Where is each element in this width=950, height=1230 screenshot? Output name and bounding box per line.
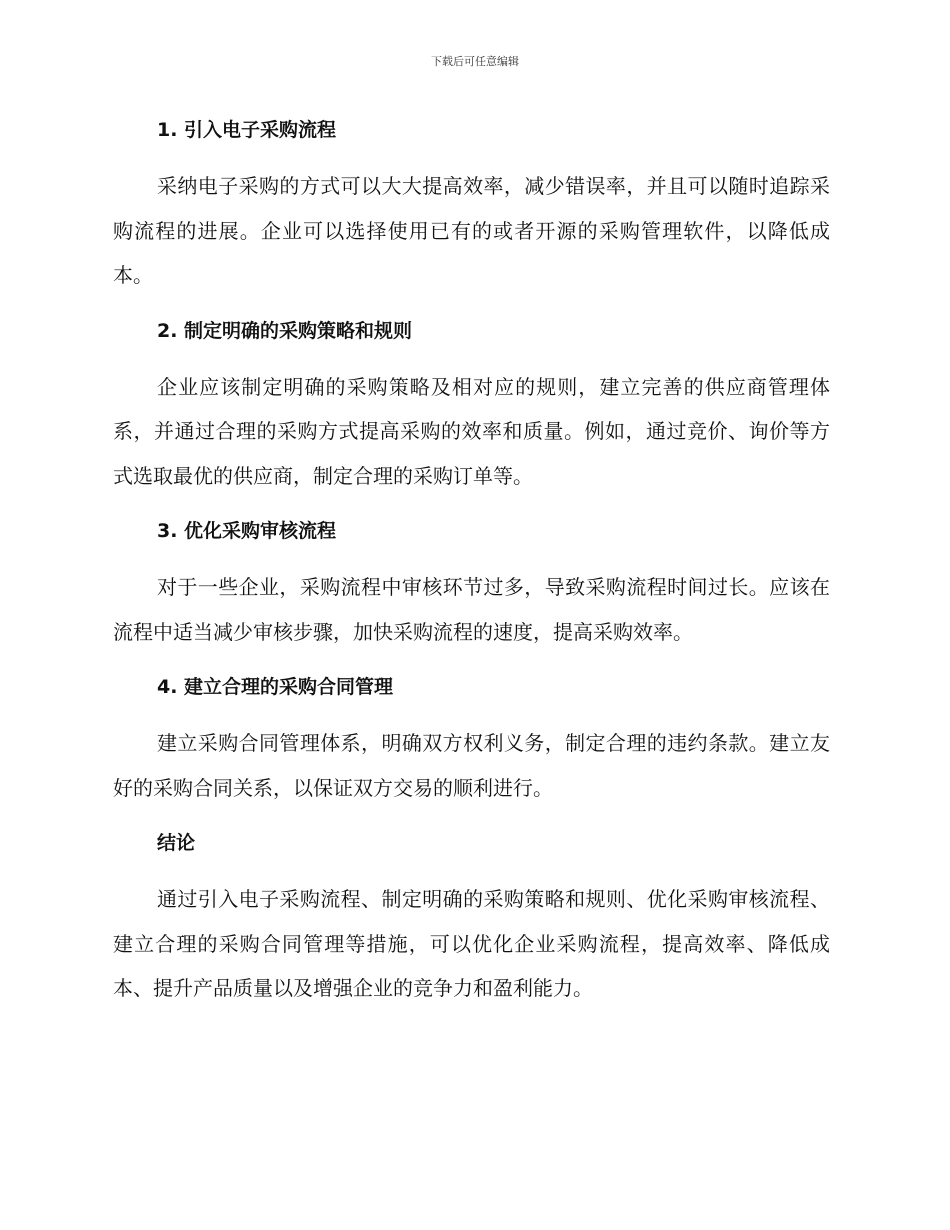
section-paragraph-4: 建立采购合同管理体系，明确双方权利义务，制定合理的违约条款。建立友好的采购合同关系，以保证双方交易的顺利进行。 xyxy=(113,731,830,800)
section-heading-1: 1. 引入电子采购流程 xyxy=(157,119,337,141)
section-paragraph-3: 对于一些企业，采购流程中审核环节过多，导致采购流程时间过长。应该在流程中适当减少审核步骤，加快采购流程的速度，提高采购效率。 xyxy=(113,575,830,644)
conclusion-heading: 结论 xyxy=(157,832,196,854)
page-header: 下载后可任意编辑 xyxy=(431,55,519,68)
section-heading-4: 4. 建立合理的采购合同管理 xyxy=(157,676,394,698)
conclusion-paragraph: 通过引入电子采购流程、制定明确的采购策略和规则、优化采购审核流程、建立合理的采购合同管理等措施，可以优化企业采购流程，提高效率、降低成本、提升产品质量以及增强企业的竞争力和盈利能力。 xyxy=(113,887,830,1000)
section-heading-3: 3. 优化采购审核流程 xyxy=(157,520,337,542)
section-paragraph-1: 采纳电子采购的方式可以大大提高效率，减少错误率，并且可以随时追踪采购流程的进展。企业可以选择使用已有的或者开源的采购管理软件，以降低成本。 xyxy=(113,174,830,287)
document-body xyxy=(113,112,830,1026)
section-paragraph-2: 企业应该制定明确的采购策略及相对应的规则，建立完善的供应商管理体系，并通过合理的采购方式提高采购的效率和质量。例如，通过竞价、询价等方式选取最优的供应商，制定合理的采购订单等。 xyxy=(113,374,830,488)
section-heading-2: 2. 制定明确的采购策略和规则 xyxy=(157,319,413,342)
